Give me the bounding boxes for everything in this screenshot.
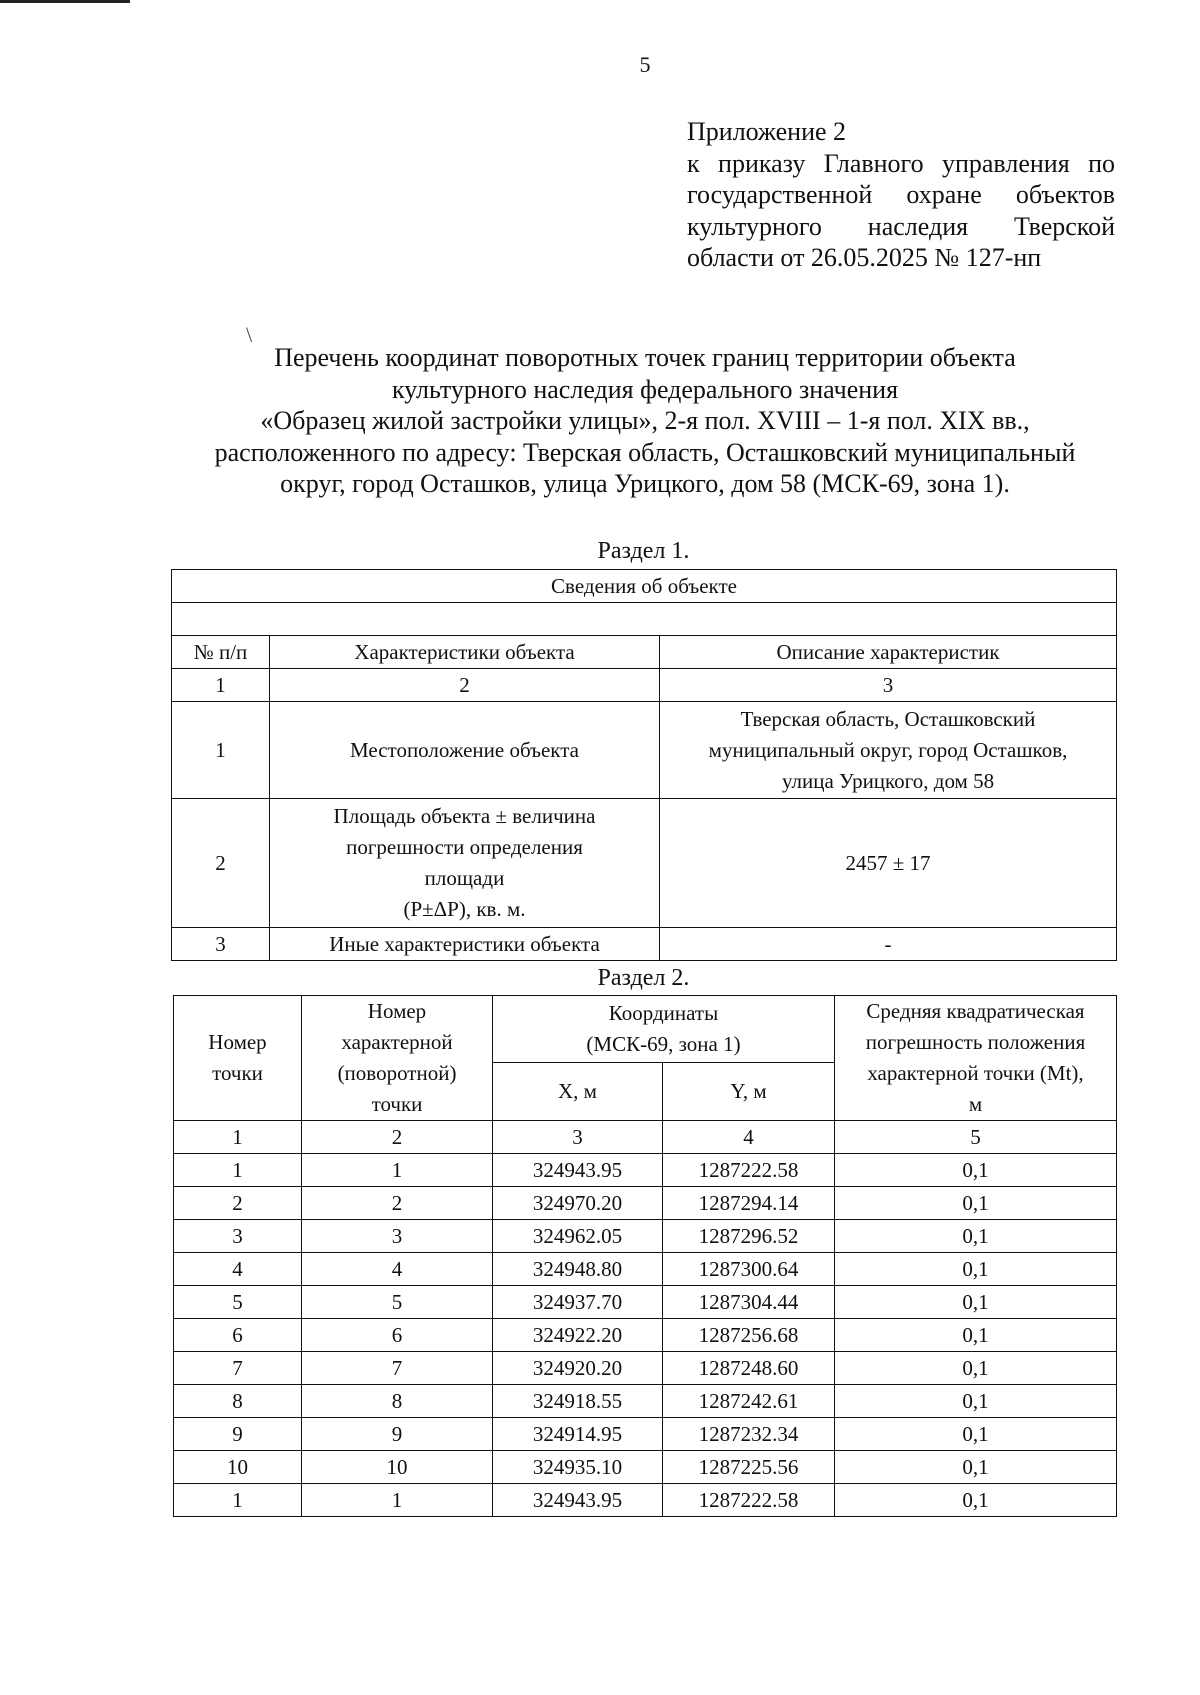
appendix-line: государственной охране объектов	[687, 180, 1115, 209]
point-number-cell: 9	[174, 1418, 302, 1451]
error-cell: 0,1	[835, 1286, 1117, 1319]
title-line: расположенного по адресу: Тверская область, Осташковский муниципальный	[214, 437, 1076, 467]
table1-header-cell: Характеристики объекта	[270, 636, 660, 669]
x-coordinate-cell: 324914.95	[493, 1418, 663, 1451]
point-number-cell: 8	[174, 1385, 302, 1418]
y-coordinate-cell: 1287248.60	[663, 1352, 835, 1385]
cell-line: (МСК-69, зона 1)	[586, 1031, 741, 1056]
char-point-cell: 3	[302, 1220, 493, 1253]
point-number-header	[174, 996, 302, 1121]
table-row	[172, 799, 1117, 928]
appendix-line: Приложение 2	[687, 117, 847, 146]
error-cell: 0,1	[835, 1352, 1117, 1385]
x-header: X, м	[493, 1062, 663, 1120]
cell-line: муниципальный округ, город Осташков,	[708, 737, 1068, 762]
table-row	[174, 1484, 1117, 1517]
table-row	[172, 702, 1117, 799]
cell-line: (поворотной)	[337, 1061, 457, 1085]
document-title	[150, 342, 1140, 500]
point-number-cell: 5	[174, 1286, 302, 1319]
cell-line: (Р±ΔР), кв. м.	[403, 897, 526, 921]
table2-column-number: 4	[663, 1121, 835, 1154]
char-point-cell: 4	[302, 1253, 493, 1286]
table2-header-row	[174, 996, 1117, 1063]
error-cell: 0,1	[835, 1154, 1117, 1187]
error-cell: 0,1	[835, 1253, 1117, 1286]
y-coordinate-cell: 1287294.14	[663, 1187, 835, 1220]
table1-header-cell: № п/п	[172, 636, 270, 669]
error-cell: 0,1	[835, 1484, 1117, 1517]
point-number-cell: 10	[174, 1451, 302, 1484]
page-number: 5	[639, 52, 651, 77]
point-number-cell: 3	[174, 1220, 302, 1253]
row-number: 3	[172, 928, 270, 961]
point-number-cell: 1	[174, 1154, 302, 1187]
table1-caption: Сведения об объекте	[172, 570, 1117, 603]
characteristic-cell	[270, 702, 660, 799]
coordinates-table	[173, 995, 1117, 1517]
point-number-cell: 6	[174, 1319, 302, 1352]
table1-column-number-row	[172, 669, 1117, 702]
description-cell	[660, 702, 1117, 799]
cell-line: характерной	[341, 1030, 453, 1054]
y-coordinate-cell: 1287225.56	[663, 1451, 835, 1484]
y-header: Y, м	[663, 1062, 835, 1120]
row-number: 1	[172, 702, 270, 799]
x-coordinate-cell: 324970.20	[493, 1187, 663, 1220]
table-row	[174, 1253, 1117, 1286]
appendix-line: области от 26.05.2025 № 127-нп	[687, 243, 1042, 272]
object-info-table	[171, 569, 1117, 961]
title-line: Перечень координат поворотных точек границ территории объекта	[274, 343, 1016, 372]
title-line: культурного наследия федерального значения	[391, 374, 899, 404]
point-number-cell: 2	[174, 1187, 302, 1220]
y-coordinate-cell: 1287222.58	[663, 1484, 835, 1517]
error-header	[835, 996, 1117, 1121]
table-row	[174, 1286, 1117, 1319]
cell-line: 2457 ± 17	[845, 850, 931, 875]
section2-heading: Раздел 2.	[597, 965, 690, 991]
cell-line: Номер	[367, 999, 427, 1023]
error-cell: 0,1	[835, 1451, 1117, 1484]
x-coordinate-cell: 324943.95	[493, 1484, 663, 1517]
characteristic-cell	[270, 799, 660, 928]
error-cell: 0,1	[835, 1418, 1117, 1451]
table2-column-number: 1	[174, 1121, 302, 1154]
coordinates-header	[493, 996, 835, 1063]
y-coordinate-cell: 1287296.52	[663, 1220, 835, 1253]
x-coordinate-cell: 324943.95	[493, 1154, 663, 1187]
table-row	[174, 1451, 1117, 1484]
point-number-cell: 1	[174, 1484, 302, 1517]
y-coordinate-cell: 1287242.61	[663, 1385, 835, 1418]
cell-line: характерной точки (Mt),	[867, 1061, 1084, 1085]
characteristic-cell	[270, 928, 660, 961]
table-row	[172, 928, 1117, 961]
error-cell: 0,1	[835, 1220, 1117, 1253]
y-coordinate-cell: 1287232.34	[663, 1418, 835, 1451]
char-point-cell: 10	[302, 1451, 493, 1484]
char-point-cell: 8	[302, 1385, 493, 1418]
title-line: округ, город Осташков, улица Урицкого, дом 58 (МСК-69, зона 1).	[280, 469, 1010, 498]
cell-line: точки	[212, 1061, 263, 1085]
row-number: 2	[172, 799, 270, 928]
x-coordinate-cell: 324920.20	[493, 1352, 663, 1385]
cell-line: Площадь объекта ± величина	[333, 804, 596, 828]
x-coordinate-cell: 324962.05	[493, 1220, 663, 1253]
point-number-cell: 7	[174, 1352, 302, 1385]
cell-line: Иные характеристики объекта	[329, 931, 600, 956]
y-coordinate-cell: 1287222.58	[663, 1154, 835, 1187]
x-coordinate-cell: 324922.20	[493, 1319, 663, 1352]
cell-line: м	[968, 1092, 983, 1116]
cell-line: Тверская область, Осташковский	[740, 706, 1036, 731]
section1-heading: Раздел 1.	[597, 538, 690, 564]
scan-edge-line	[0, 0, 130, 3]
table-row	[174, 1319, 1117, 1352]
table1-header-cell: Описание характеристик	[660, 636, 1117, 669]
cell-line: -	[884, 931, 892, 956]
table1-header-row	[172, 636, 1117, 669]
x-coordinate-cell: 324935.10	[493, 1451, 663, 1484]
char-point-cell: 5	[302, 1286, 493, 1319]
cell-line: Номер	[208, 1030, 267, 1054]
y-coordinate-cell: 1287300.64	[663, 1253, 835, 1286]
table-row	[174, 1154, 1117, 1187]
char-point-cell: 6	[302, 1319, 493, 1352]
table1-column-number: 2	[270, 669, 660, 702]
appendix-line: культурного наследия Тверской	[687, 211, 1115, 241]
table-row	[174, 1187, 1117, 1220]
error-cell: 0,1	[835, 1187, 1117, 1220]
scan-mark: \	[246, 322, 253, 347]
table2-column-number-row	[174, 1121, 1117, 1154]
cell-line: Координаты	[608, 1000, 719, 1025]
description-cell	[660, 799, 1117, 928]
table-row	[174, 1418, 1117, 1451]
error-cell: 0,1	[835, 1319, 1117, 1352]
error-cell: 0,1	[835, 1385, 1117, 1418]
x-coordinate-cell: 324937.70	[493, 1286, 663, 1319]
cell-line: Местоположение объекта	[349, 737, 579, 762]
table1-column-number: 1	[172, 669, 270, 702]
char-point-cell: 2	[302, 1187, 493, 1220]
table2-column-number: 2	[302, 1121, 493, 1154]
appendix-block	[687, 116, 1115, 274]
table2-column-number: 5	[835, 1121, 1117, 1154]
y-coordinate-cell: 1287304.44	[663, 1286, 835, 1319]
table1-column-number: 3	[660, 669, 1117, 702]
char-point-cell: 1	[302, 1154, 493, 1187]
char-point-cell: 1	[302, 1484, 493, 1517]
char-point-cell: 7	[302, 1352, 493, 1385]
point-number-cell: 4	[174, 1253, 302, 1286]
y-coordinate-cell: 1287256.68	[663, 1319, 835, 1352]
cell-line: площади	[424, 866, 505, 890]
cell-line: погрешность положения	[865, 1030, 1086, 1054]
cell-line: погрешности определения	[346, 835, 583, 859]
appendix-line: к приказу Главного управления по	[687, 148, 1115, 178]
coordinate-rows	[174, 1154, 1117, 1517]
cell-line: Средняя квадратическая	[866, 999, 1085, 1023]
title-line: «Образец жилой застройки улицы», 2-я пол. XVIII – 1-я пол. XIX вв.,	[260, 406, 1030, 435]
table2-column-number: 3	[493, 1121, 663, 1154]
char-point-header	[302, 996, 493, 1121]
table1-empty-row	[172, 603, 1117, 636]
description-cell	[660, 928, 1117, 961]
table-row	[174, 1385, 1117, 1418]
cell-line: улица Урицкого, дом 58	[781, 768, 995, 793]
table-row	[174, 1220, 1117, 1253]
table-row	[174, 1352, 1117, 1385]
cell-line: точки	[371, 1092, 423, 1116]
x-coordinate-cell: 324948.80	[493, 1253, 663, 1286]
char-point-cell: 9	[302, 1418, 493, 1451]
x-coordinate-cell: 324918.55	[493, 1385, 663, 1418]
